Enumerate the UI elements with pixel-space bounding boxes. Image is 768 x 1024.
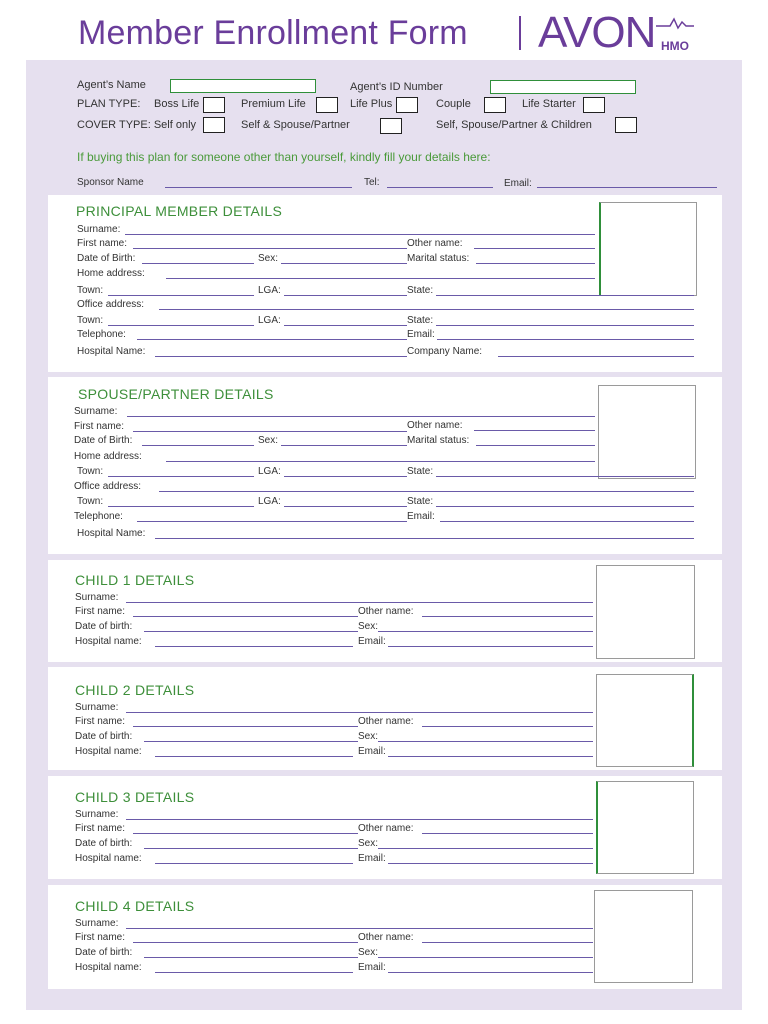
cover-type-label: COVER TYPE: Self only	[77, 119, 197, 131]
home-address-label: Home address:	[74, 451, 142, 462]
sex-line[interactable]	[378, 741, 593, 742]
first-name-line[interactable]	[133, 248, 407, 249]
home-address-line[interactable]	[166, 461, 595, 462]
state-line[interactable]	[436, 295, 694, 296]
surname-label: Surname:	[75, 702, 119, 713]
hospital-name-label: Hospital Name:	[77, 528, 146, 539]
town-label: Town:	[77, 466, 104, 477]
other-name-line[interactable]	[422, 616, 593, 617]
company-name-line[interactable]	[498, 356, 694, 357]
sex-line[interactable]	[378, 848, 593, 849]
hospital-name-label: Hospital Name:	[77, 346, 146, 357]
first-name-line[interactable]	[133, 431, 407, 432]
section-title: PRINCIPAL MEMBER DETAILS	[76, 203, 283, 219]
sponsor-email-line[interactable]	[537, 187, 717, 188]
first-name-label: First name:	[77, 238, 128, 249]
photo-box[interactable]	[596, 781, 694, 874]
hospital-name-label: Hospital name:	[75, 962, 142, 973]
plan-checkbox[interactable]	[484, 97, 506, 113]
plan-type-label: PLAN TYPE:	[77, 98, 141, 110]
hospital-name-label: Hospital name:	[75, 853, 142, 864]
town-line[interactable]	[108, 506, 254, 507]
state-line[interactable]	[436, 325, 694, 326]
state-label: State:	[407, 285, 434, 296]
surname-label: Surname:	[75, 592, 119, 603]
surname-label: Surname:	[75, 809, 119, 820]
other-name-label: Other name:	[407, 238, 463, 249]
photo-box[interactable]	[594, 890, 693, 983]
first-name-line[interactable]	[133, 833, 358, 834]
plan-checkbox[interactable]	[583, 97, 605, 113]
surname-label: Surname:	[77, 224, 121, 235]
hospital-name-line[interactable]	[155, 972, 353, 973]
marital-status-label: Marital status:	[407, 435, 470, 446]
lga-label: LGA:	[258, 285, 281, 296]
other-name-label: Other name:	[358, 823, 414, 834]
sex-label: Sex:	[358, 621, 379, 632]
plan-checkbox[interactable]	[203, 97, 225, 113]
town-label: Town:	[77, 315, 104, 326]
office-address-line[interactable]	[159, 491, 694, 492]
first-name-line[interactable]	[133, 942, 358, 943]
surname-label: Surname:	[75, 918, 119, 929]
form-title: Member Enrollment Form	[78, 14, 468, 52]
surname-line[interactable]	[126, 712, 593, 713]
telephone-label: Telephone:	[77, 329, 126, 340]
dob-line[interactable]	[142, 263, 254, 264]
other-name-label: Other name:	[358, 606, 414, 617]
marital-status-label: Marital status:	[407, 253, 470, 264]
section-title: CHILD 1 DETAILS	[75, 572, 195, 588]
sex-label: Sex:	[258, 435, 279, 446]
plan-option-label: Boss Life	[154, 98, 200, 110]
dob-label: Date of birth:	[75, 621, 133, 632]
email-label: Email:	[407, 511, 435, 522]
cover-checkbox[interactable]	[380, 118, 402, 134]
sex-line[interactable]	[281, 263, 407, 264]
dob-line[interactable]	[144, 631, 358, 632]
marital-status-line[interactable]	[476, 263, 595, 264]
dob-label: Date of Birth:	[77, 253, 136, 264]
sponsor-note: If buying this plan for someone other than yourself, kindly fill your details here:	[77, 150, 491, 164]
state-line[interactable]	[436, 506, 694, 507]
logo-wordmark: AVON	[538, 8, 656, 57]
marital-status-line[interactable]	[476, 445, 595, 446]
agent-id-field[interactable]	[490, 80, 636, 94]
hospital-name-line[interactable]	[155, 756, 353, 757]
town-label: Town:	[77, 496, 104, 507]
header-divider	[519, 16, 521, 50]
first-name-label: First name:	[75, 932, 126, 943]
office-address-label: Office address:	[77, 299, 145, 310]
lga-label: LGA:	[258, 315, 281, 326]
surname-line[interactable]	[126, 928, 593, 929]
email-line[interactable]	[440, 521, 694, 522]
first-name-label: First name:	[75, 606, 126, 617]
sex-label: Sex:	[358, 838, 379, 849]
telephone-line[interactable]	[137, 339, 407, 340]
other-name-label: Other name:	[358, 716, 414, 727]
dob-line[interactable]	[144, 848, 358, 849]
lga-line[interactable]	[284, 295, 407, 296]
child-2-section	[48, 667, 722, 770]
section-title: SPOUSE/PARTNER DETAILS	[78, 386, 274, 402]
first-name-label: First name:	[74, 421, 125, 432]
cover-checkbox[interactable]	[615, 117, 637, 133]
first-name-label: First name:	[75, 823, 126, 834]
sex-line[interactable]	[378, 631, 593, 632]
lga-label: LGA:	[258, 466, 281, 477]
hospital-name-label: Hospital name:	[75, 636, 142, 647]
other-name-line[interactable]	[422, 833, 593, 834]
section-title: CHILD 2 DETAILS	[75, 682, 195, 698]
child-3-section	[48, 776, 722, 879]
sex-line[interactable]	[281, 445, 407, 446]
photo-box[interactable]	[596, 674, 694, 767]
dob-label: Date of birth:	[75, 947, 133, 958]
surname-line[interactable]	[127, 416, 595, 417]
dob-label: Date of Birth:	[74, 435, 133, 446]
other-name-line[interactable]	[422, 942, 593, 943]
form-panel	[26, 60, 742, 1010]
dob-line[interactable]	[144, 741, 358, 742]
state-label: State:	[407, 496, 434, 507]
company-name-label: Company Name:	[407, 346, 483, 357]
home-address-line[interactable]	[166, 278, 595, 279]
town-line[interactable]	[108, 295, 254, 296]
surname-line[interactable]	[125, 234, 595, 235]
plan-option-label: Premium Life	[241, 98, 306, 110]
sponsor-tel-label: Tel:	[364, 177, 380, 188]
plan-checkbox[interactable]	[396, 97, 418, 113]
agent-id-label: Agent’s ID Number	[350, 81, 443, 93]
dob-line[interactable]	[144, 957, 358, 958]
dob-line[interactable]	[142, 445, 254, 446]
other-name-label: Other name:	[358, 932, 414, 943]
section-title: CHILD 3 DETAILS	[75, 789, 195, 805]
section-title: CHILD 4 DETAILS	[75, 898, 195, 914]
surname-line[interactable]	[126, 819, 593, 820]
sex-label: Sex:	[358, 947, 379, 958]
principal-member-section	[48, 195, 722, 372]
photo-box[interactable]	[599, 202, 697, 296]
telephone-line[interactable]	[137, 521, 407, 522]
email-label: Email:	[358, 746, 386, 757]
first-name-line[interactable]	[133, 616, 358, 617]
lga-line[interactable]	[284, 476, 407, 477]
state-line[interactable]	[436, 476, 694, 477]
state-label: State:	[407, 315, 434, 326]
child-4-section	[48, 885, 722, 989]
photo-box[interactable]	[598, 385, 696, 479]
plan-option-label: Couple	[436, 98, 471, 110]
email-line[interactable]	[388, 863, 593, 864]
first-name-line[interactable]	[133, 726, 358, 727]
sex-label: Sex:	[358, 731, 379, 742]
email-label: Email:	[358, 962, 386, 973]
plan-checkbox[interactable]	[316, 97, 338, 113]
first-name-label: First name:	[75, 716, 126, 727]
cover-option-label: Self, Spouse/Partner & Children	[436, 119, 592, 131]
other-name-line[interactable]	[422, 726, 593, 727]
spouse-partner-section	[48, 377, 722, 554]
sex-label: Sex:	[258, 253, 279, 264]
other-name-label: Other name:	[407, 420, 463, 431]
plan-option-label: Life Starter	[522, 98, 576, 110]
dob-label: Date of birth:	[75, 838, 133, 849]
hospital-name-line[interactable]	[155, 646, 353, 647]
telephone-label: Telephone:	[74, 511, 123, 522]
lga-line[interactable]	[284, 325, 407, 326]
agent-name-field[interactable]	[170, 79, 316, 93]
office-address-label: Office address:	[74, 481, 142, 492]
lga-label: LGA:	[258, 496, 281, 507]
agent-name-label: Agent’s Name	[77, 79, 146, 91]
hospital-name-label: Hospital name:	[75, 746, 142, 757]
photo-box[interactable]	[596, 565, 695, 659]
logo-subtext: HMO	[661, 39, 689, 53]
town-label: Town:	[77, 285, 104, 296]
plan-option-label: Life Plus	[350, 98, 393, 110]
sex-line[interactable]	[378, 957, 593, 958]
email-label: Email:	[358, 853, 386, 864]
email-line[interactable]	[388, 646, 593, 647]
hospital-name-line[interactable]	[155, 863, 353, 864]
dob-label: Date of birth:	[75, 731, 133, 742]
email-label: Email:	[358, 636, 386, 647]
sponsor-name-line[interactable]	[165, 187, 352, 188]
other-name-line[interactable]	[474, 248, 595, 249]
state-label: State:	[407, 466, 434, 477]
email-line[interactable]	[388, 972, 593, 973]
surname-line[interactable]	[126, 602, 593, 603]
email-label: Email:	[407, 329, 435, 340]
child-1-section	[48, 560, 722, 662]
hospital-name-line[interactable]	[155, 356, 407, 357]
office-address-line[interactable]	[159, 309, 694, 310]
cover-checkbox[interactable]	[203, 117, 225, 133]
hospital-name-line[interactable]	[155, 538, 694, 539]
town-line[interactable]	[108, 476, 254, 477]
surname-label: Surname:	[74, 406, 118, 417]
email-line[interactable]	[437, 339, 694, 340]
avon-hmo-logo	[538, 8, 698, 56]
town-line[interactable]	[108, 325, 254, 326]
sponsor-tel-line[interactable]	[387, 187, 493, 188]
sponsor-name-label: Sponsor Name	[77, 177, 144, 188]
email-line[interactable]	[388, 756, 593, 757]
sponsor-email-label: Email:	[504, 178, 532, 189]
other-name-line[interactable]	[474, 430, 595, 431]
lga-line[interactable]	[284, 506, 407, 507]
cover-option-label: Self & Spouse/Partner	[241, 119, 350, 131]
home-address-label: Home address:	[77, 268, 145, 279]
heartbeat-icon	[656, 16, 696, 30]
